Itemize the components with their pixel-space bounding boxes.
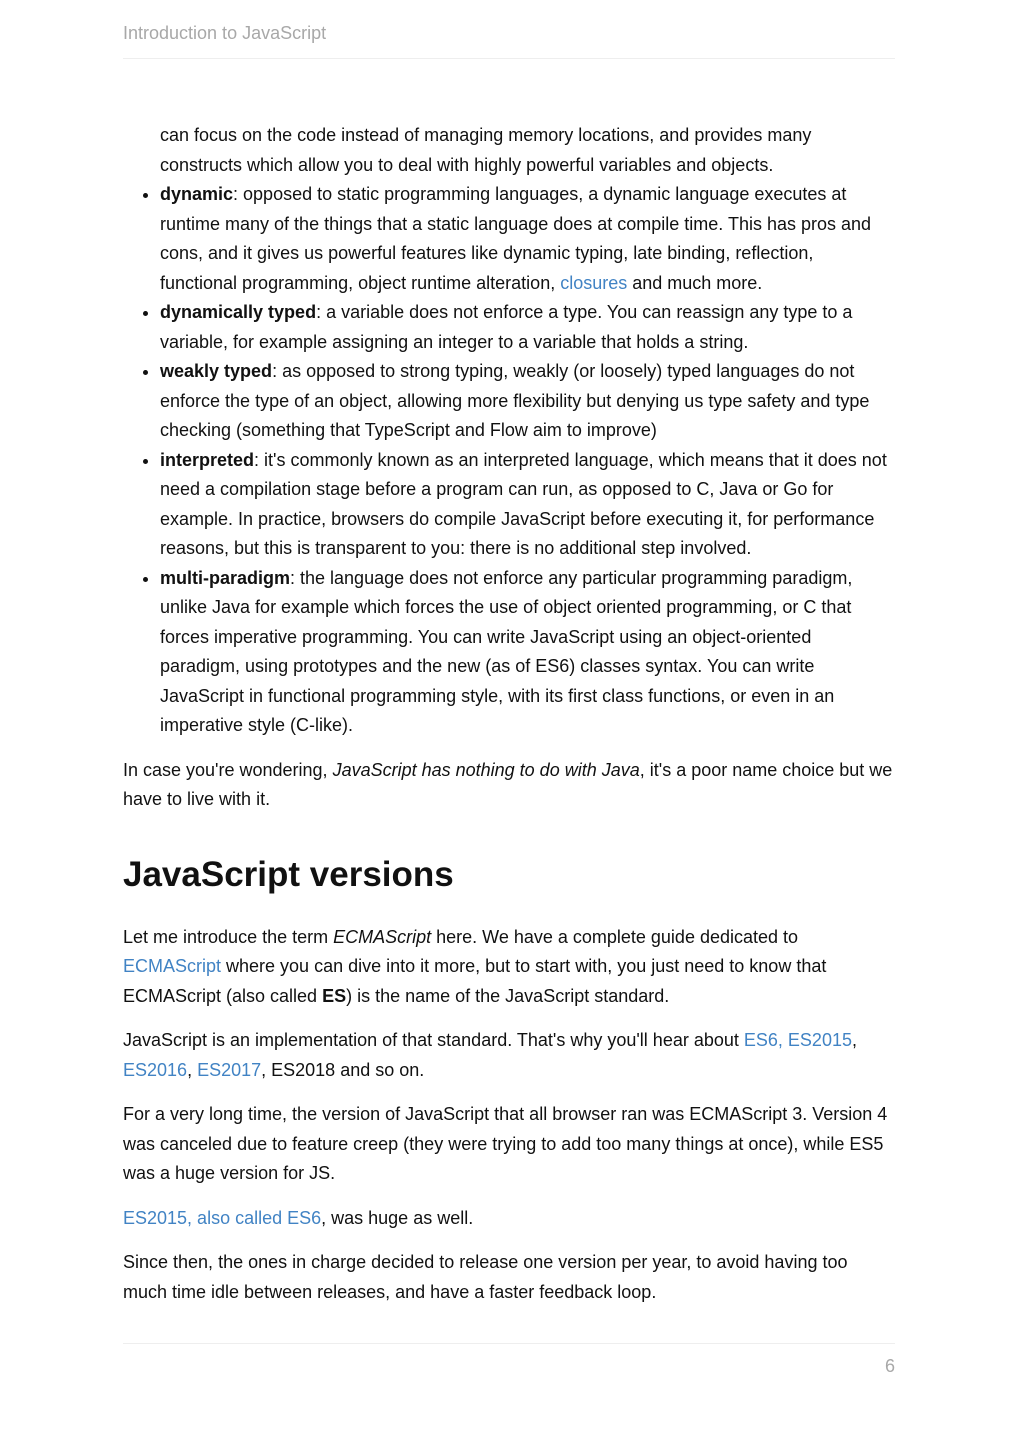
running-header: Introduction to JavaScript: [123, 23, 327, 43]
es2015-link[interactable]: ES2015, also called ES6: [123, 1207, 322, 1228]
feature-list: [123, 180, 895, 741]
list-item: [160, 564, 895, 741]
text: Let me introduce the term: [123, 926, 334, 947]
text: : a variable does not enforce a type. You can reassign any type to a variable, for example assigning an integer to a variable that holds a string.: [160, 302, 853, 352]
text: where you can dive into it more, but to start with, you just need to know that ECMAScript (also called: [123, 956, 827, 1006]
text: ,: [851, 1030, 857, 1050]
page-number: 6: [884, 1356, 895, 1376]
text: here. We have a complete guide dedicated to: [431, 926, 799, 947]
text: , ES2018 and so on.: [261, 1059, 425, 1080]
term: interpreted: [160, 449, 255, 470]
text: , was huge as well.: [321, 1207, 474, 1228]
text: In case you're wondering,: [123, 759, 333, 780]
text: : the language does not enforce any particular programming paradigm, unlike Java for example which forces the use of object oriented programming, or C that forces imperative programming. You can write JavaScript using an object-oriented paradigm, using prototypes and the new (as of ES6) classes syntax. You can write JavaScript in functional programming style, with its first class functions, or even in an imperative style (C-like).: [160, 567, 853, 735]
paragraph-java: [123, 756, 895, 815]
paragraph: [123, 923, 895, 1012]
footer-divider: [123, 1343, 895, 1344]
emphasis: JavaScript has nothing to do with Java: [332, 759, 640, 780]
section-heading: JavaScript versions: [123, 854, 454, 894]
ecmascript-link[interactable]: ECMAScript: [123, 956, 222, 976]
text: ) is the name of the JavaScript standard.: [346, 985, 670, 1006]
paragraph: For a very long time, the version of JavaScript that all browser ran was ECMAScript 3. Version 4 was canceled due to feature creep (they were trying to add too many things at once), while ES5 was a huge version for JS.: [123, 1104, 888, 1183]
es2017-link[interactable]: ES2017: [197, 1059, 262, 1080]
text: ,: [187, 1059, 198, 1080]
text: , it's a poor name choice but we have to live with it.: [123, 759, 893, 809]
list-item: [160, 298, 895, 357]
paragraph: [123, 1204, 895, 1234]
text: : it's commonly known as an interpreted language, which means that it does not need a compilation stage before a program can run, as opposed to C, Java or Go for example. In practice, browsers do compile JavaScript before executing it, for performance reasons, but this is transparent to you: there is no additional step involved.: [160, 449, 887, 558]
es2016-link[interactable]: ES2016: [123, 1059, 188, 1080]
text: and much more.: [627, 272, 763, 293]
strong: ES: [322, 985, 347, 1006]
header-divider: [123, 58, 895, 59]
text: : as opposed to strong typing, weakly (or loosely) typed languages do not enforce the type of an object, allowing more flexibility but denying us type safety and type checking (something that TypeScript and Flow aim to improve): [160, 361, 870, 440]
closures-link[interactable]: closures: [560, 272, 628, 293]
emphasis: ECMAScript: [333, 926, 432, 947]
term: multi-paradigm: [160, 567, 291, 588]
list-item: [160, 357, 895, 446]
es6-link[interactable]: ES6, ES2015: [743, 1030, 852, 1050]
list-item: [160, 446, 895, 564]
term: weakly typed: [160, 361, 273, 381]
list-item-continuation: can focus on the code instead of managing memory locations, and provides many constructs which allow you to deal with highly powerful variables and objects.: [160, 125, 812, 175]
paragraph: [123, 1026, 895, 1085]
term: dynamically typed: [160, 302, 317, 322]
text: : opposed to static programming languages, a dynamic language executes at runtime many of the things that a static language does at compile time. This has pros and cons, and it gives us powerful features like dynamic typing, late binding, reflection, functional programming, object runtime alteration,: [160, 184, 872, 293]
list-item: [160, 180, 895, 298]
paragraph: Since then, the ones in charge decided to release one version per year, to avoid having too much time idle between releases, and have a faster feedback loop.: [123, 1252, 848, 1302]
text: JavaScript is an implementation of that standard. That's why you'll hear about: [123, 1030, 744, 1050]
term: dynamic: [160, 184, 234, 204]
page-content: [123, 121, 895, 1322]
